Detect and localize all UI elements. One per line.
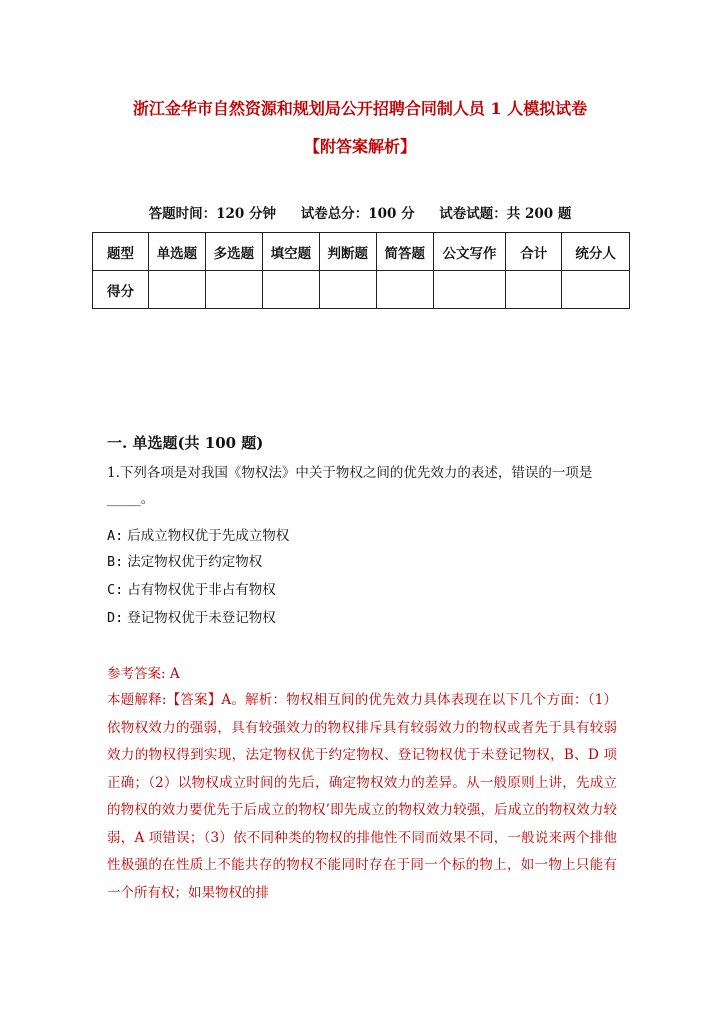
score-cell (376, 271, 433, 309)
option-letter: C: (107, 582, 124, 598)
question-stem: 1.下列各项是对我国《物权法》中关于物权之间的优先效力的表述，错误的一项是_____。 (107, 465, 593, 507)
option-text: 后成立物权优于先成立物权 (127, 528, 290, 544)
row-label-cell: 得分 (93, 271, 149, 309)
option-letter: B: (107, 554, 124, 570)
header-cell: 单选题 (148, 233, 205, 271)
exam-time: 答题时间：120 分钟 (148, 206, 276, 222)
score-cell (319, 271, 376, 309)
header-cell: 题型 (93, 233, 149, 271)
score-table (92, 232, 630, 309)
header-cell: 合计 (506, 233, 562, 271)
score-cell (506, 271, 562, 309)
score-table-header-row (93, 233, 630, 271)
exam-meta (0, 202, 720, 222)
option-text: 法定物权优于约定物权 (127, 554, 263, 570)
exam-subtitle: 【附答案解析】 (303, 137, 416, 156)
header-cell: 多选题 (205, 233, 262, 271)
option-c (107, 578, 276, 598)
option-text: 登记物权优于未登记物权 (127, 610, 276, 626)
score-cell (148, 271, 205, 309)
answer-explanation: 本题解释:【答案】A。解析：物权相互间的优先效力具体表现在以下几个方面：（1）依物权效力的强弱，具有较强效力的物权排斥具有较弱效力的物权或者先于具有较弱效力的物权得到实现，法定物权优于约定物权、登记物权优于未登记物权，B、D 项正确；（2）以物权成立时间的先后，确定物权效力的差异。从一般原则上讲，先成立的物权的效力要优先于后成立的物权’即先成立的物权效力较强，后成立的物权效力较弱，A 项错误；（3）依不同种类的物权的排他性不同而效果不同，一般说来两个排他性极强的在性质上不能共存的物权不能同时存在于同一个标的物上，如一物上只能有一个所有权；如果物权的排 (107, 692, 617, 901)
section-title: 一. 单选题(共 100 题) (107, 434, 264, 452)
option-letter: A: (107, 528, 124, 544)
header-cell: 公文写作 (433, 233, 506, 271)
exam-total-score: 试卷总分：100 分 (300, 206, 415, 222)
score-cell (433, 271, 506, 309)
score-cell (205, 271, 262, 309)
header-cell: 统分人 (562, 233, 630, 271)
score-cell (562, 271, 630, 309)
exam-title: 浙江金华市自然资源和规划局公开招聘合同制人员 1 人模拟试卷 (132, 99, 588, 118)
option-letter: D: (107, 610, 124, 626)
reference-answer: 参考答案: A (107, 666, 180, 682)
header-cell: 简答题 (376, 233, 433, 271)
score-table-score-row (93, 271, 630, 309)
score-cell (262, 271, 319, 309)
option-b (107, 550, 262, 570)
option-d (107, 606, 276, 626)
header-cell: 判断题 (319, 233, 376, 271)
exam-question-count: 试卷试题：共 200 题 (439, 206, 572, 222)
option-a (107, 524, 289, 544)
option-text: 占有物权优于非占有物权 (127, 582, 276, 598)
header-cell: 填空题 (262, 233, 319, 271)
